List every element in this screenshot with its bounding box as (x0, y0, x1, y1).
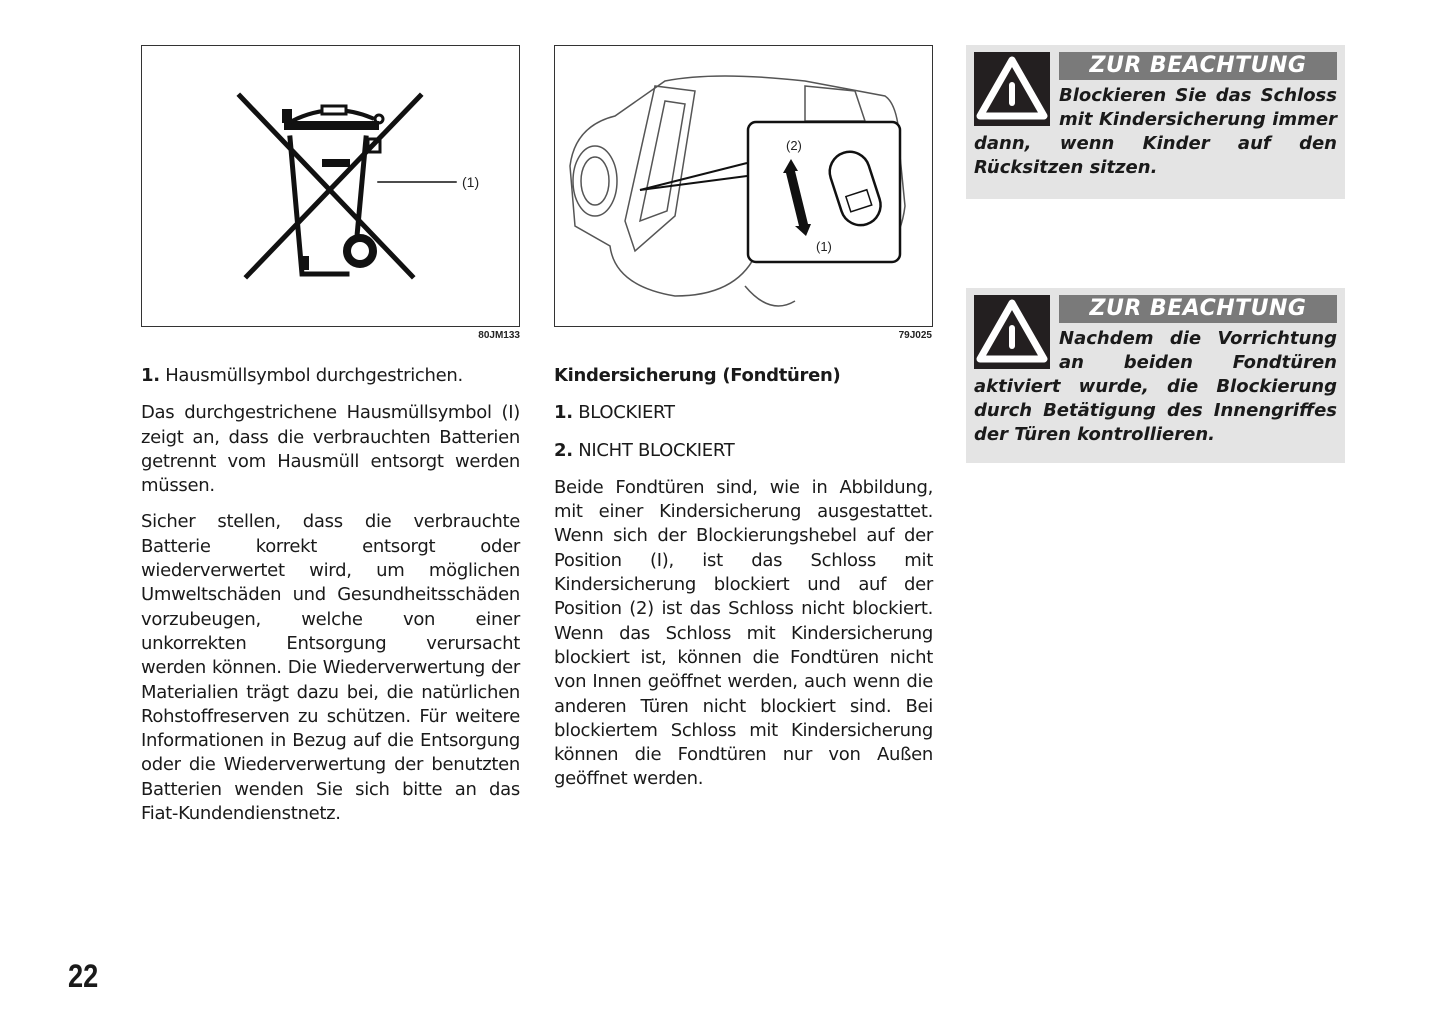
warning-title: ZUR BEACHTUNG (1059, 295, 1337, 323)
item-number: 1. (554, 402, 573, 424)
figure-callout-1: (1) (816, 239, 832, 254)
warning-box (966, 288, 1345, 463)
left-column (141, 364, 520, 838)
figure-code: 80JM133 (478, 330, 520, 341)
warning-text: Blockieren Sie das Schloss mit Kindersicherung immer dann, wenn Kinder auf den Rücksitzen sitzen. (974, 85, 1337, 178)
warning-triangle-icon (974, 295, 1050, 369)
item-label: BLOCKIERT (578, 402, 675, 424)
middle-column (554, 364, 933, 804)
warning-triangle-icon (974, 52, 1050, 126)
warning-title: ZUR BEACHTUNG (1059, 52, 1337, 80)
item-number: 1. (141, 365, 160, 386)
paragraph: Sicher stellen, dass die verbrauchte Batterie korrekt entsorgt oder wiederverwertet wird, um möglichen Umweltschäden und Gesundheitsschäden vorzubeugen, welche von einer unkorrekten Entsorgung verursacht werden können. Die Wiederverwertung der Materialien trägt dazu bei, die natürlichen Rohstoffreserven zu schützen. Für weitere Informationen in Bezug auf die Entsorgung oder die Wiederverwertung der benutzten Batterien wenden Sie sich bitte an das Fiat-Kundendienstnetz. (141, 511, 520, 825)
paragraph: Das durchgestrichene Hausmüllsymbol (I) zeigt an, dass die verbrauchten Batterien getrennt vom Hausmüll entsorgt werden müssen. (141, 402, 520, 497)
car-child-lock-illustration (555, 46, 931, 325)
list-item (554, 439, 933, 463)
figure-crossed-bin (141, 45, 520, 327)
item-label: NICHT BLOCKIERT (578, 439, 735, 461)
warning-box (966, 45, 1345, 199)
section-heading: Kindersicherung (Fondtüren) (554, 365, 841, 386)
list-item (554, 401, 933, 425)
figure-callout: (1) (462, 174, 480, 190)
crossed-out-bin-icon (142, 46, 518, 325)
warning-text: Nachdem die Vorrichtung an beiden Fondtüren aktiviert wurde, die Blockierung durch Betätigung des Innengriffes der Türen kontrollieren. (974, 328, 1337, 445)
item-text: Hausmüllsymbol durchgestrichen. (165, 365, 463, 386)
figure-callout-2: (2) (786, 138, 802, 153)
list-item (141, 364, 520, 388)
page-number: 22 (68, 958, 99, 994)
paragraph: Beide Fondtüren sind, wie in Abbildung, mit einer Kindersicherung ausgestattet. Wenn sich der Blockierungshebel auf der Position (I), ist das Schloss mit Kindersicherung blockiert und auf der Position (2) ist das Schloss nicht blockiert. Wenn das Schloss mit Kindersicherung blockiert ist, können die Fondtüren nicht von Innen geöffnet werden, auch wenn die anderen Türen nicht blockiert sind. Bei blockiertem Schloss mit Kindersicherung können die Fondtüren nur von Außen geöffnet werden. (554, 476, 933, 790)
figure-code: 79J025 (898, 330, 932, 341)
figure-child-lock (554, 45, 933, 327)
item-number: 2. (554, 439, 573, 461)
